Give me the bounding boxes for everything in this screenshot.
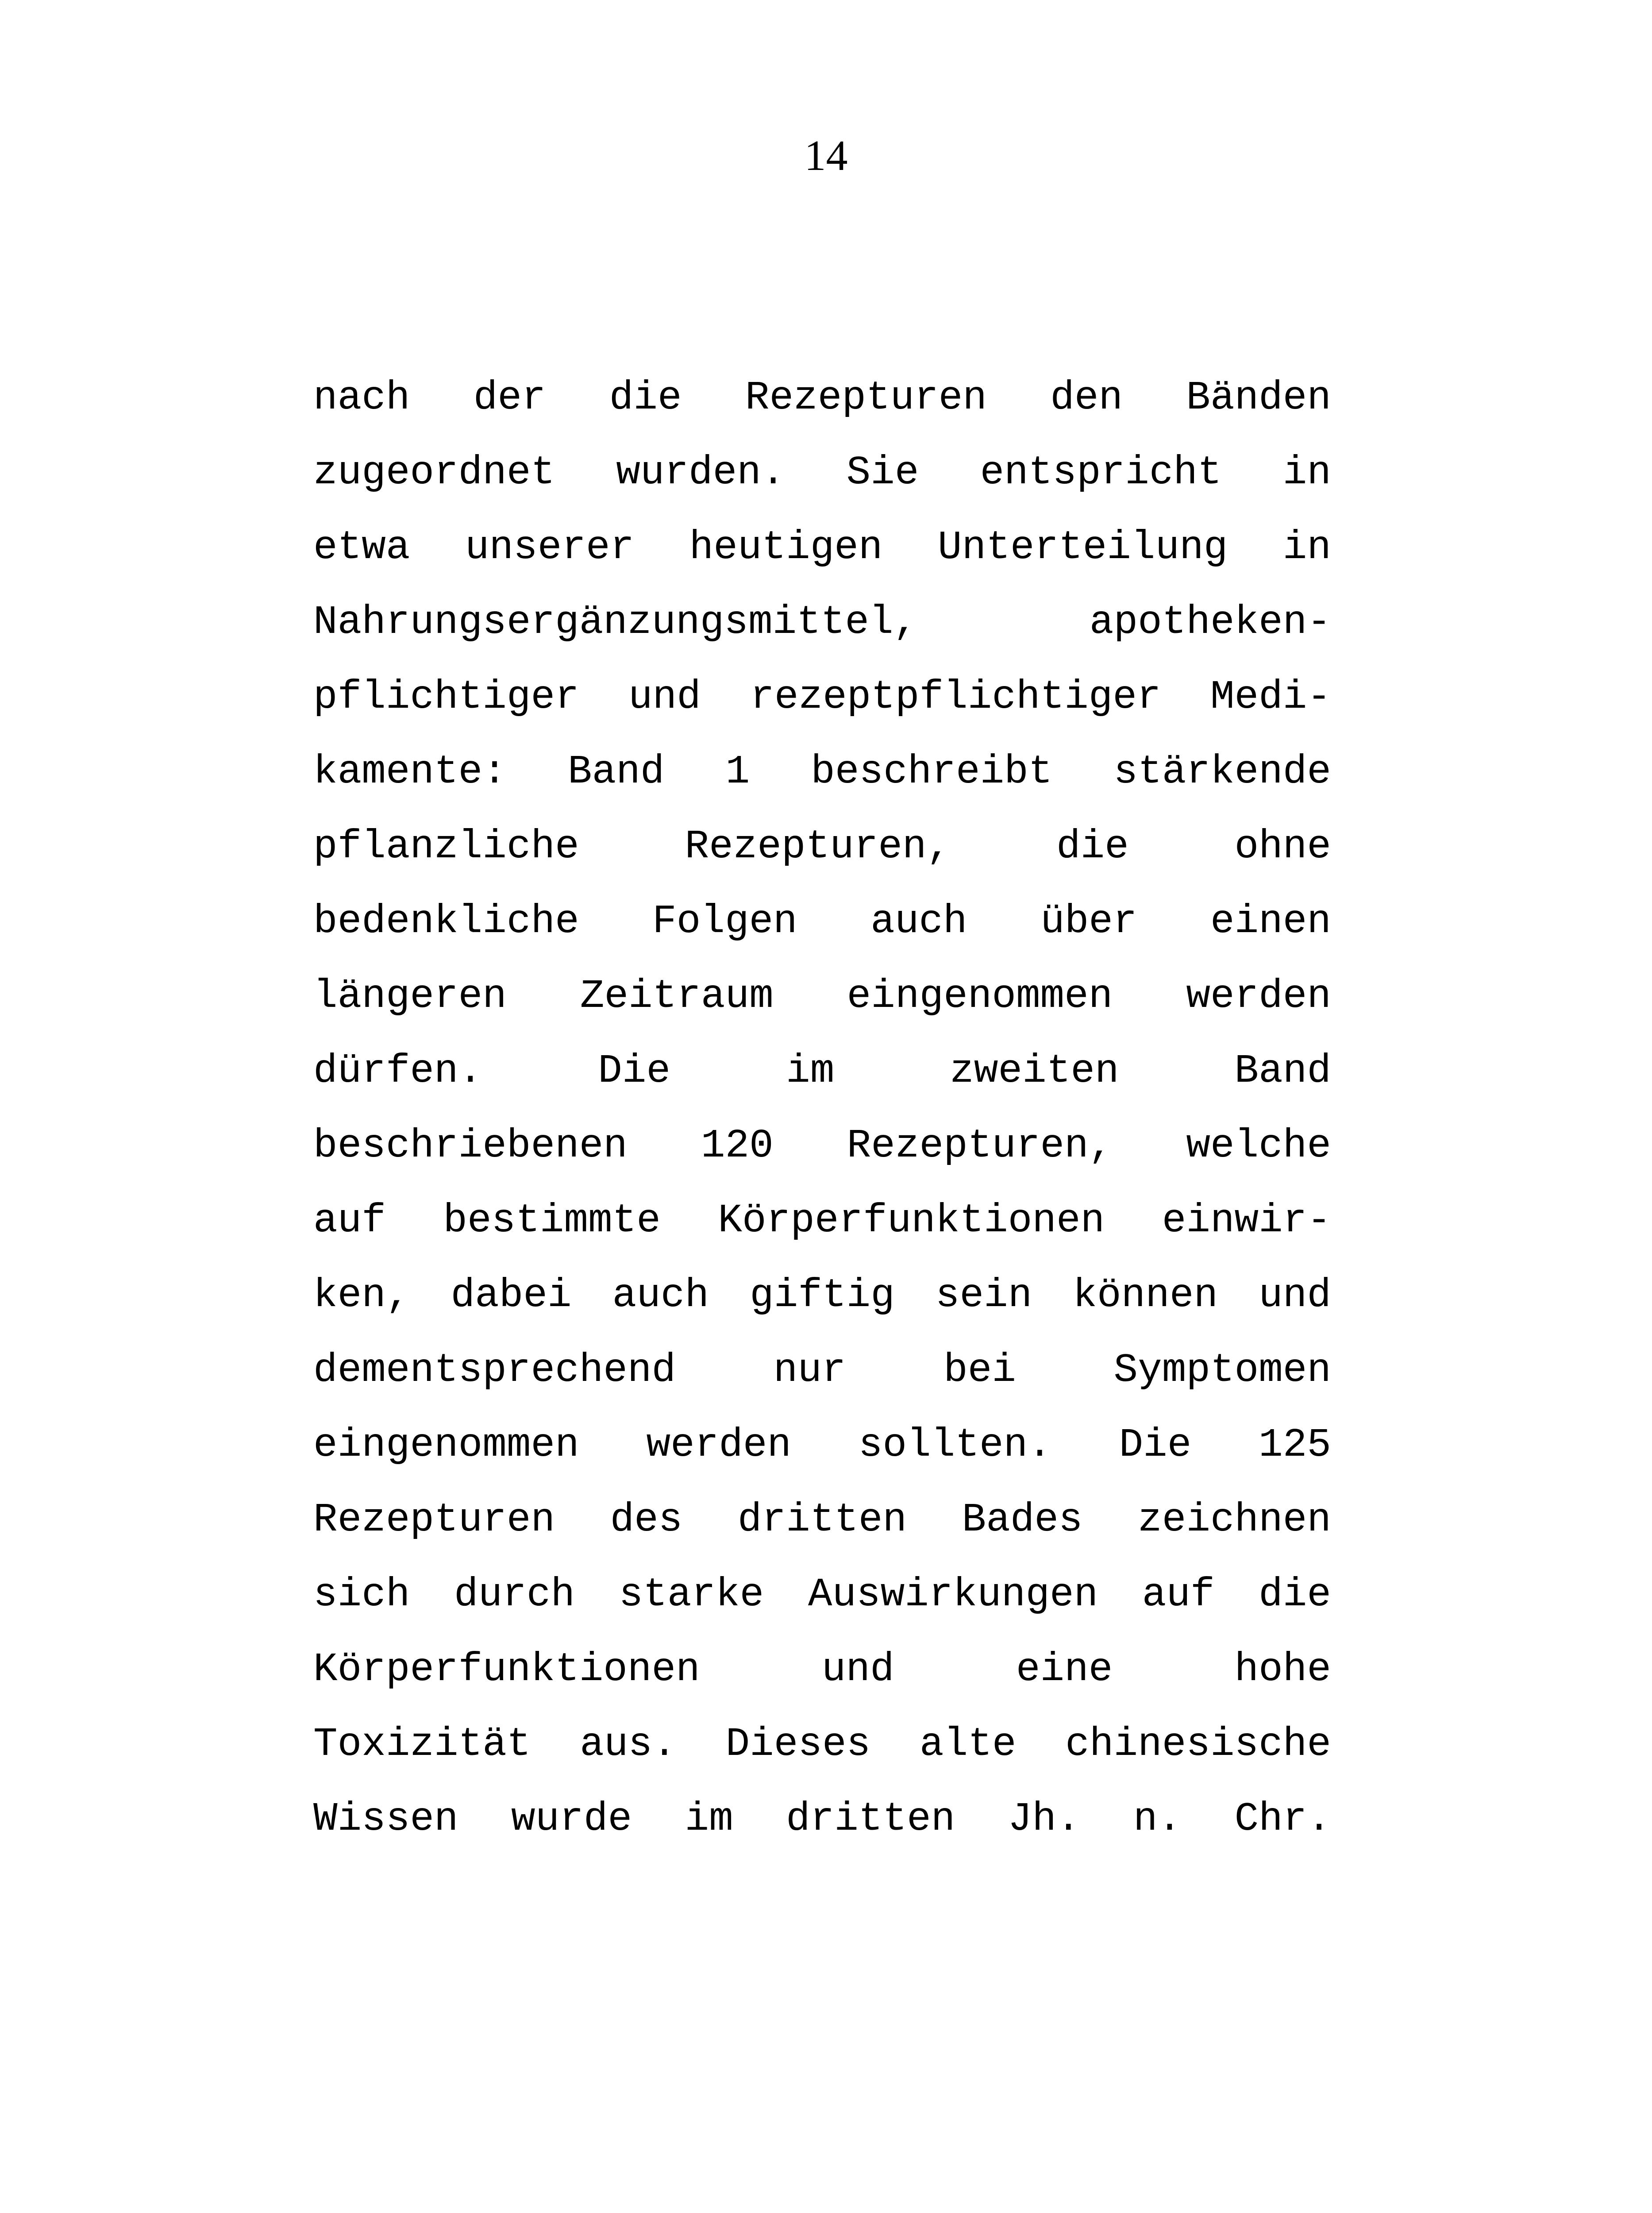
- text-line: Toxizität aus. Dieses alte chinesische: [313, 1722, 1331, 1767]
- text-line: Nahrungsergänzungsmittel, apotheken-: [313, 600, 1331, 645]
- text-line: Rezepturen des dritten Bades zeichnen: [313, 1497, 1331, 1543]
- text-line: dementsprechend nur bei Symptomen: [313, 1348, 1331, 1393]
- text-line: pflanzliche Rezepturen, die ohne: [313, 824, 1331, 870]
- text-line: bedenkliche Folgen auch über einen: [313, 899, 1331, 945]
- text-line: dürfen. Die im zweiten Band: [313, 1049, 1331, 1094]
- text-line: beschriebenen 120 Rezepturen, welche: [313, 1123, 1331, 1169]
- text-line: auf bestimmte Körperfunktionen einwir-: [313, 1198, 1331, 1244]
- text-line: eingenommen werden sollten. Die 125: [313, 1423, 1331, 1468]
- text-line: sich durch starke Auswirkungen auf die: [313, 1572, 1331, 1618]
- page-number: 14: [804, 132, 848, 180]
- text-line: ken, dabei auch giftig sein können und: [313, 1273, 1331, 1319]
- text-line: Wissen wurde im dritten Jh. n. Chr.: [313, 1797, 1331, 1842]
- body-text: [313, 361, 1331, 1857]
- text-line: längeren Zeitraum eingenommen werden: [313, 974, 1331, 1019]
- text-line: zugeordnet wurden. Sie entspricht in: [313, 450, 1331, 496]
- text-line: kamente: Band 1 beschreibt stärkende: [313, 749, 1331, 795]
- text-line: Körperfunktionen und eine hohe: [313, 1647, 1331, 1693]
- text-line: etwa unserer heutigen Unterteilung in: [313, 525, 1331, 571]
- text-line: pflichtiger und rezeptpflichtiger Medi-: [313, 675, 1331, 720]
- text-line: nach der die Rezepturen den Bänden: [313, 375, 1331, 421]
